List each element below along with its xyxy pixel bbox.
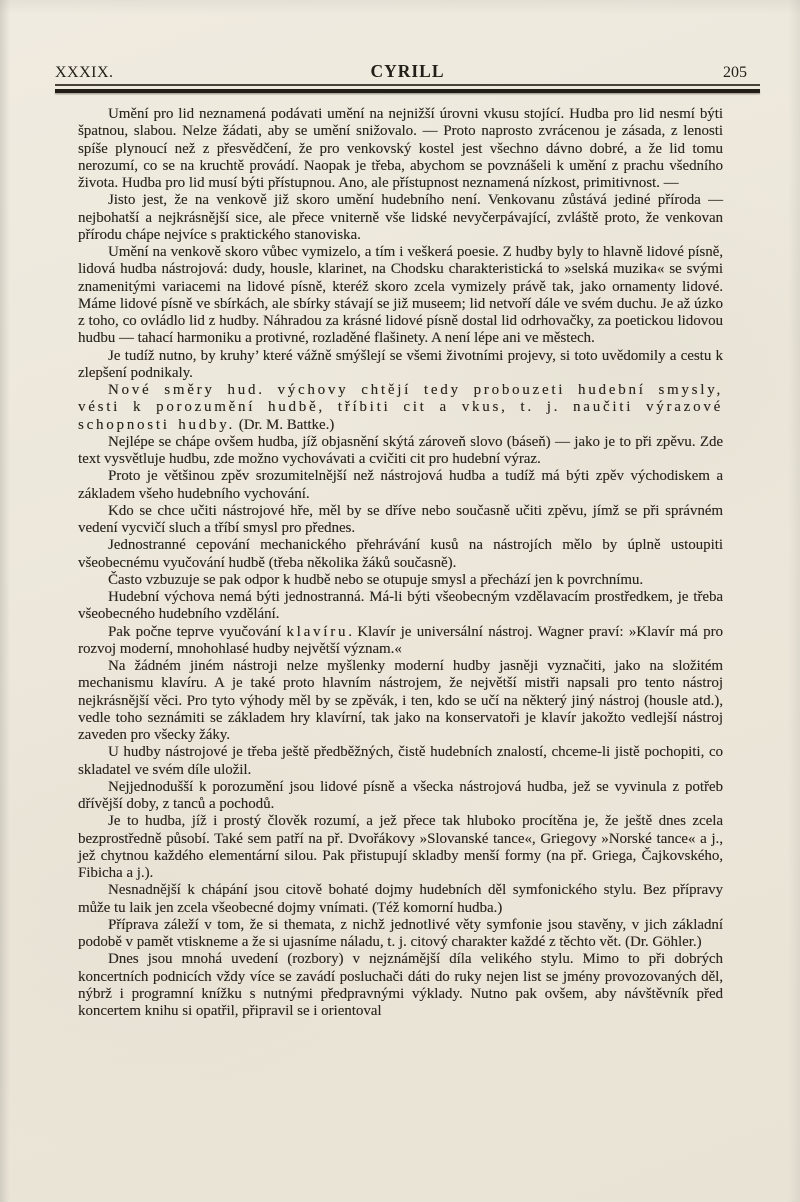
paragraph [78, 744, 723, 779]
paragraph [78, 624, 723, 659]
paragraph-text: Dnes jsou mnohá uvedení (rozbory) v nejznámější díla velikého stylu. Mimo to při dobrých koncertních podnicích vždy více se zavádí posluchači dáti do ruky nejen list se jmény provozovaných děl, nýbrž i programní knížku s nutnými předpravnými výklady. Nutno pak ovšem, aby návštěvník před koncertem knihu si opatřil, připravil se i orientoval [78, 951, 723, 1019]
paragraph-text: Nejjednodušší k porozumění jsou lidové písně a všecka nástrojová hudba, jež se vyvinula z potřeb dřívější doby, z tanců a pochodů. [78, 778, 723, 812]
paragraph-text: Nejlépe se chápe ovšem hudba, jíž objasnění skýtá zároveň slovo (báseň) — jako je to při zpěvu. Zde text vysvětluje hudbu, zde možno vychovávati a cvičiti cit pro hudební výraz. [78, 433, 723, 467]
paragraph-text: U hudby nástrojové je třeba ještě předběžných, čistě hudebních znalostí, chceme-li jistě pochopiti, co skladatel ve svém díle uložil. [78, 744, 723, 778]
paragraph [78, 244, 723, 348]
paragraph [78, 503, 723, 538]
article-text [78, 106, 723, 1020]
paragraph [78, 106, 723, 192]
paragraph-text: Je tudíž nutno, by kruhy’ které vážně smýšlejí se všemi životními projevy, si toto uvědomily a cestu k zlepšení podnikaly. [78, 347, 723, 381]
paragraph [78, 382, 723, 434]
paragraph-text: Proto je většinou zpěv srozumitelnější než nástrojová hudba a tudíž má býti zpěv východiskem a základem všeho hudebního vychování. [78, 468, 723, 502]
paragraph-text: Příprava záleží v tom, že si themata, z nichž jednotlivé věty symfonie jsou stavěny, v jich základní podobě v pamět vtiskneme a že si ujasníme náladu, t. j. citový charakter každé z těchto vět. (Dr. Göhler.) [78, 916, 723, 950]
paragraph [78, 882, 723, 917]
paragraph-text: Je to hudba, jíž i prostý člověk rozumí, a jež přece tak hluboko procítěna je, že ještě dnes zcela bezprostředně působí. Také sem patří na př. Dvořákovy »Slovanské tance«, Griegovy »Norské tance« a j., jež chytnou každého elementární silou. Pak přistupují skladby menší formy (na př. Griega, Čajkovského, Fibicha a j.). [78, 813, 723, 881]
paragraph [78, 779, 723, 814]
paragraph [78, 192, 723, 244]
page-number: 205 [723, 64, 747, 81]
paragraph-text: Umění pro lid neznamená podávati umění na nejnižší úrovni vkusu stojící. Hudba pro lid nesmí býti špatnou, slabou. Nelze žádati, aby se umění snižovalo. — Proto naprosto zvrácenou je zásada, z lenosti spíše plynoucí než z přesvědčení, že pro venkovský kostel jest všechno dávno dobré, a že lid tomu nerozumí, co se na kruchtě provádí. Naopak je třeba, abychom se povznášeli k umění z prachu všedního života. Hudba pro lid musí býti přístupnou. Ano, ale přístupnost neznamená nízkost, primitivnost. — [78, 106, 723, 191]
page-header [55, 57, 760, 84]
paragraph-text: Pak počne teprve vyučování [108, 623, 287, 640]
header-rule-thick [55, 89, 760, 93]
paragraph-text: Nesnadnější k chápání jsou citově bohaté dojmy hudebních děl symfonického stylu. Bez přípravy může tu laik jen zcela všeobecné dojmy vnímati. (Též komorní hudba.) [78, 882, 723, 916]
paragraph-text: Jednostranné cepování mechanického přehrávání kusů na nástrojích mělo by úplně ustoupiti všeobecnému vyučování hudbě (třeba několika žáků současně). [78, 537, 723, 571]
paragraph [78, 917, 723, 952]
paragraph-text: Umění na venkově skoro vůbec vymizelo, a tím i veškerá poesie. Z hudby byly to hlavně lidové písně, lidová hudba nástrojová: dudy, housle, klarinet, na Chodsku charakteristická to »selská muzika« se svými znamenitými variacemi na lidové písně, kteréž skoro zcela vymizely právě tak, jako ornamenty lidové. Máme lidové písně ve sbírkách, ale sbírky stávají se již museem; lid netvoří dále ve svém duchu. Je až úzko z toho, co ovládlo lid z hudby. Náhradou za krásné lidové písně dostal lid odrhovačky, za poetickou lidovou hudbu — tahací harmoniku a protivné, rozladěné flašinety. A není lépe ani ve městech. [78, 244, 723, 347]
paragraph [78, 658, 723, 744]
paragraph [78, 572, 723, 589]
paragraph-text: Kdo se chce učiti nástrojové hře, měl by se dříve nebo současně učiti zpěvu, jímž se při správném vedení vycvičí sluch a tříbí smysl pro přednes. [78, 502, 723, 536]
paragraph-text: (Dr. M. Battke.) [235, 416, 335, 433]
journal-title: CYRILL [370, 61, 445, 81]
paragraph [78, 348, 723, 383]
header-rule-thin [55, 84, 760, 86]
paragraph [78, 951, 723, 1020]
paragraph-text: Na žádném jiném nástroji nelze myšlenky moderní hudby jasněji vyznačiti, jako na složitém mechanismu klavíru. A je také proto hlavním nástrojem, že největší mistři napsali pro tento nástroj nejkrásnější věci. Pro tyto výhody měl by se zpěvák, i ten, kdo se učí na některý jiný nástroj (housle atd.), vedle toho seznámiti se základem hry klavírní, tak jako na konservatoři je klavír jakožto vedlejší nástroj zaveden pro všecky žáky. [78, 658, 723, 743]
paragraph [78, 434, 723, 469]
paragraph-text-emphasized: Nové směry hud. výchovy chtějí tedy probouzeti hudební smysly, vésti k porozumění hudbě, tříbiti cit a vkus, t. j. naučiti výrazové schopnosti hudby. [78, 382, 723, 433]
paragraph-text: Hudební výchova nemá býti jednostranná. Má-li býti všeobecným vzdělavacím prostředkem, je třeba všeobecného hudebního vzdělání. [78, 589, 723, 623]
volume-label: XXXIX. [55, 64, 114, 81]
paragraph-text: Jisto jest, že na venkově již skoro umění hudebního není. Venkovanu zůstává jediné příroda — nejbohatší a nejkrásnější sice, ale přece vniterně vše lidské nevyčerpávající, zvláště proto, že venkovan přírodu chápe nejvíce s praktického stanoviska. [78, 192, 723, 243]
paragraph-text: Často vzbuzuje se pak odpor k hudbě nebo se otupuje smysl a přechází jen k povrchnímu. [108, 571, 644, 588]
paragraph-text: . Klavír je universální nástroj. Wagner praví: »Klavír má pro rozvoj moderní, mnohohlasé hudby největší význam.« [78, 623, 723, 657]
paragraph-text-emphasized: klavíru [286, 623, 349, 640]
paragraph [78, 589, 723, 624]
paragraph [78, 468, 723, 503]
paragraph [78, 537, 723, 572]
paragraph [78, 813, 723, 882]
